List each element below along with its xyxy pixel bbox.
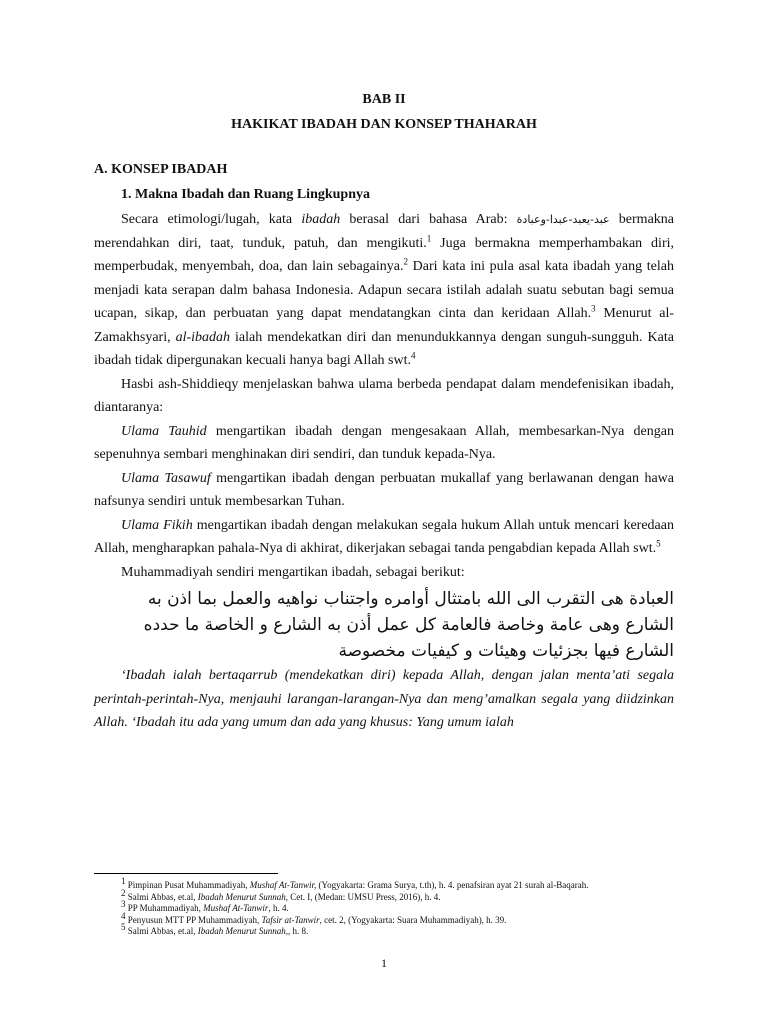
arabic-quote: العبادة هى التقرب الى الله بامتثال أوامره واجتناب نواهيه والعمل بما اذن به الشارع وهى عامة وخاصة فالعامة كل عمل أذن به الشارع و الخاصة ما حدده الشارع فيها بجزئيات وهيئات و كيفيات مخصوصة	[143, 589, 674, 661]
footnote-5: $^5$ Salmi Abbas, et.al, Ibadah Menurut Sunnah,, h. 8.	[121, 922, 309, 936]
chapter-label: BAB II	[362, 92, 406, 107]
footnote-divider	[94, 873, 278, 874]
subsection-heading: 1. Makna Ibadah dan Ruang Lingkupnya	[121, 187, 371, 202]
footnote-3: $^3$ PP Muhammadiyah, Mushaf At-Tanwir, h. 4.	[121, 899, 289, 913]
body-text	[94, 208, 674, 735]
footnotes	[121, 876, 681, 938]
translation-quote: ‘Ibadah ialah bertaqarrub (mendekatkan diri) kepada Allah, dengan jalan menta’ati segala perintah-perintah-Nya, menjauhi larangan-larangan-Nya dan meng’amalkan segala yang diidzinkan Allah. ‘Ibadah itu ada yang umum dan ada yang khusus: Yang umum ialah	[94, 668, 674, 730]
paragraph-fikih: Ulama Fikih mengartikan ibadah dengan melakukan segala hukum Allah untuk mencari keredaan Allah, mengharapkan pahala-Nya di akhirat, dikerjakan sebagai tanda pengabdian kepada Allah swt.$^5$	[94, 517, 674, 556]
section-heading: A. KONSEP IBADAH	[94, 162, 228, 177]
paragraph-muhammadiyah: Muhammadiyah sendiri mengartikan ibadah, sebagai berikut:	[121, 564, 465, 580]
paragraph-tasawuf: Ulama Tasawuf mengartikan ibadah dengan perbuatan mukallaf yang berlawanan dengan hawa nafsunya sendiri untuk membesarkan Tuhan.	[94, 470, 674, 509]
paragraph-tauhid: Ulama Tauhid mengartikan ibadah dengan mengesakaan Allah, membesarkan-Nya dengan sepenuhnya sembari menghinakan diri sendiri, dan tunduk kepada-Nya.	[94, 423, 674, 462]
footnote-2: $^2$ Salmi Abbas, et.al, Ibadah Menurut Sunnah, Cet. I, (Medan: UMSU Press, 2016), h. 4.	[121, 887, 441, 902]
footnote-4: $^4$ Penyusun MTT PP Muhammadiyah, Tafsir at-Tanwir, cet. 2, (Yogyakarta: Suara Muhammadiyah), h. 39.	[121, 910, 507, 925]
page-number: 1	[381, 956, 387, 970]
chapter-title: HAKIKAT IBADAH DAN KONSEP THAHARAH	[231, 117, 537, 132]
paragraph-hasbi: Hasbi ash-Shiddieqy menjelaskan bahwa ulama berbeda pendapat dalam mendefenisikan ibadah, diantaranya:	[94, 376, 674, 415]
paragraph-etymology: Secara etimologi/lugah, kata ibadah berasal dari bahasa Arab: عبد-يعبد-عبدا-وعبادة bermakna merendahkan diri, taat, tunduk, patuh, dan mengikuti.$^1$ Juga bermakna memperhambakan diri, memperbudak, menyembah, doa, dan lain sebagainya.$^2$ Dari kata ini pula asal kata ibadah yang telah menjadi kata serapan dalm bahasa Indonesia. Adapun secara istilah adalah suatu sebutan bagi semua ucapan, sikap, dan perbuatan yang dapat mendatangkan cinta dan keridaan Allah.$^3$ Menurut al-Zamakhsyari, al-ibadah ialah mendekatkan diri dan menundukkannya dengan sunguh-sungguh. Kata ibadah tidak dipergunakan kecuali hanya bagi Allah swt.$^4$	[94, 212, 675, 368]
footnote-1: $^1$ Pimpinan Pusat Muhammadiyah, Mushaf At-Tanwir, (Yogyakarta: Grama Surya, t.th), h. 4. penafsiran ayat 21 surah al-Baqarah.	[121, 876, 589, 890]
arabic-roots: عبد-يعبد-عبدا-وعبادة	[516, 213, 610, 226]
